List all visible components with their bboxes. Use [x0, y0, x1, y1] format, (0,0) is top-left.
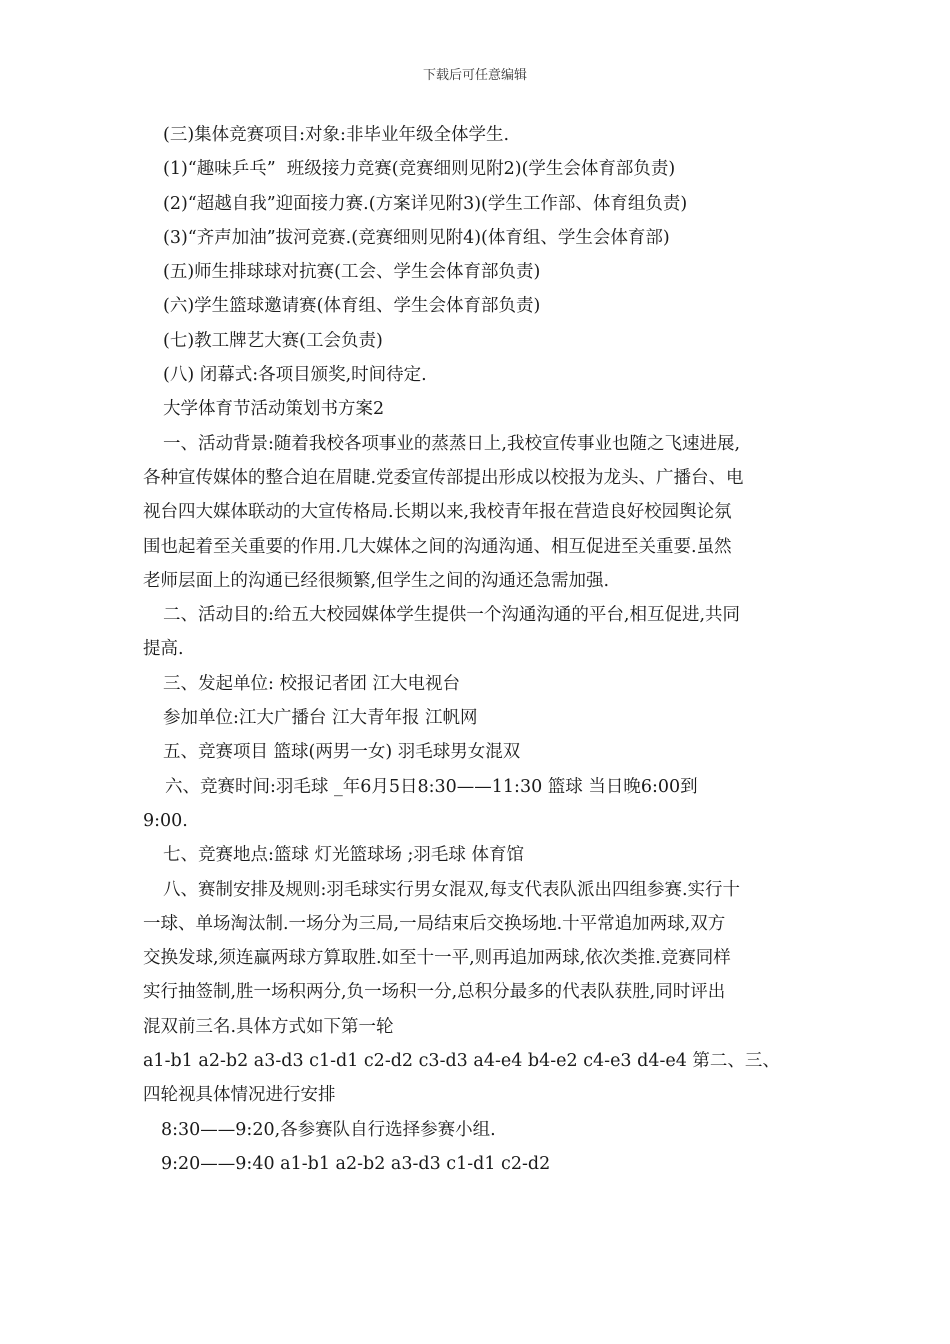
text-line: (1)“趣味乒乓” 班级接力竞赛(竞赛细则见附2)(学生会体育部负责) [163, 159, 676, 180]
text-line: 二、活动目的:给五大校园媒体学生提供一个沟通沟通的平台,相互促进,共同 [163, 605, 741, 626]
text-line: 混双前三名.具体方式如下第一轮 [143, 1016, 394, 1037]
text-line: (七)教工牌艺大赛(工会负责) [163, 330, 383, 351]
text-line: 实行抽签制,胜一场积两分,负一场积一分,总积分最多的代表队获胜,同时评出 [143, 982, 726, 1003]
text-line: 提高. [143, 639, 184, 660]
text-line: (3)“齐声加油”拔河竞赛.(竞赛细则见附4)(体育组、学生会体育部) [163, 227, 670, 248]
text-line: 视台四大媒体联动的大宣传格局.长期以来,我校青年报在营造良好校园舆论氛 [143, 502, 732, 523]
text-line: 五、竞赛项目 篮球(两男一女) 羽毛球男女混双 [163, 742, 521, 763]
text-line: 一球、单场淘汰制.一场分为三局,一局结束后交换场地.十平常追加两球,双方 [143, 913, 726, 934]
text-line: (2)“超越自我”迎面接力赛.(方案详见附3)(学生工作部、体育组负责) [163, 193, 688, 214]
text-line: 围也起着至关重要的作用.几大媒体之间的沟通沟通、相互促进至关重要.虽然 [143, 536, 732, 557]
text-line: 三、发起单位: 校报记者团 江大电视台 [163, 673, 461, 694]
text-line: 9:00. [143, 810, 188, 831]
text-line: 八、赛制安排及规则:羽毛球实行男女混双,每支代表队派出四组参赛.实行十 [163, 879, 741, 900]
text-line: 老师层面上的沟通已经很频繁,但学生之间的沟通还急需加强. [143, 570, 610, 591]
text-line: 一、活动背景:随着我校各项事业的蒸蒸日上,我校宣传事业也随之飞速进展, [163, 433, 741, 454]
text-line: 参加单位:江大广播台 江大青年报 江帆网 [163, 708, 478, 729]
text-line: (五)师生排球球对抗赛(工会、学生会体育部负责) [163, 262, 541, 283]
text-line: (三)集体竞赛项目:对象:非毕业年级全体学生. [163, 125, 510, 145]
text-line: 8:30——9:20,各参赛队自行选择参赛小组. [161, 1119, 496, 1140]
text-line: a1-b1 a2-b2 a3-d3 c1-d1 c2-d2 c3-d3 a4-e4 b4-e2 c4-e3 d4-e4 第二、三、 [143, 1051, 780, 1072]
text-line: 交换发球,须连赢两球方算取胜.如至十一平,则再追加两球,依次类推.竞赛同样 [143, 948, 731, 969]
text-line: 七、竞赛地点:篮球 灯光篮球场 ;羽毛球 体育馆 [163, 845, 524, 866]
text-line: 各种宣传媒体的整合迫在眉睫.党委宣传部提出形成以校报为龙头、广播台、电 [143, 467, 744, 488]
text-line: 六、竞赛时间:羽毛球 _年6月5日8:30——11:30 篮球 当日晚6:00到 [165, 776, 698, 797]
text-line: 四轮视具体情况进行安排 [143, 1085, 336, 1106]
text-line: (八) 闭幕式:各项目颁奖,时间待定. [163, 365, 427, 386]
text-line: 9:20——9:40 a1-b1 a2-b2 a3-d3 c1-d1 c2-d2 [161, 1153, 551, 1174]
section-title: 大学体育节活动策划书方案2 [163, 399, 385, 420]
text-line: (六)学生篮球邀请赛(体育组、学生会体育部负责) [163, 296, 541, 317]
page-header: 下载后可任意编辑 [422, 68, 527, 83]
document-body [143, 118, 808, 1181]
